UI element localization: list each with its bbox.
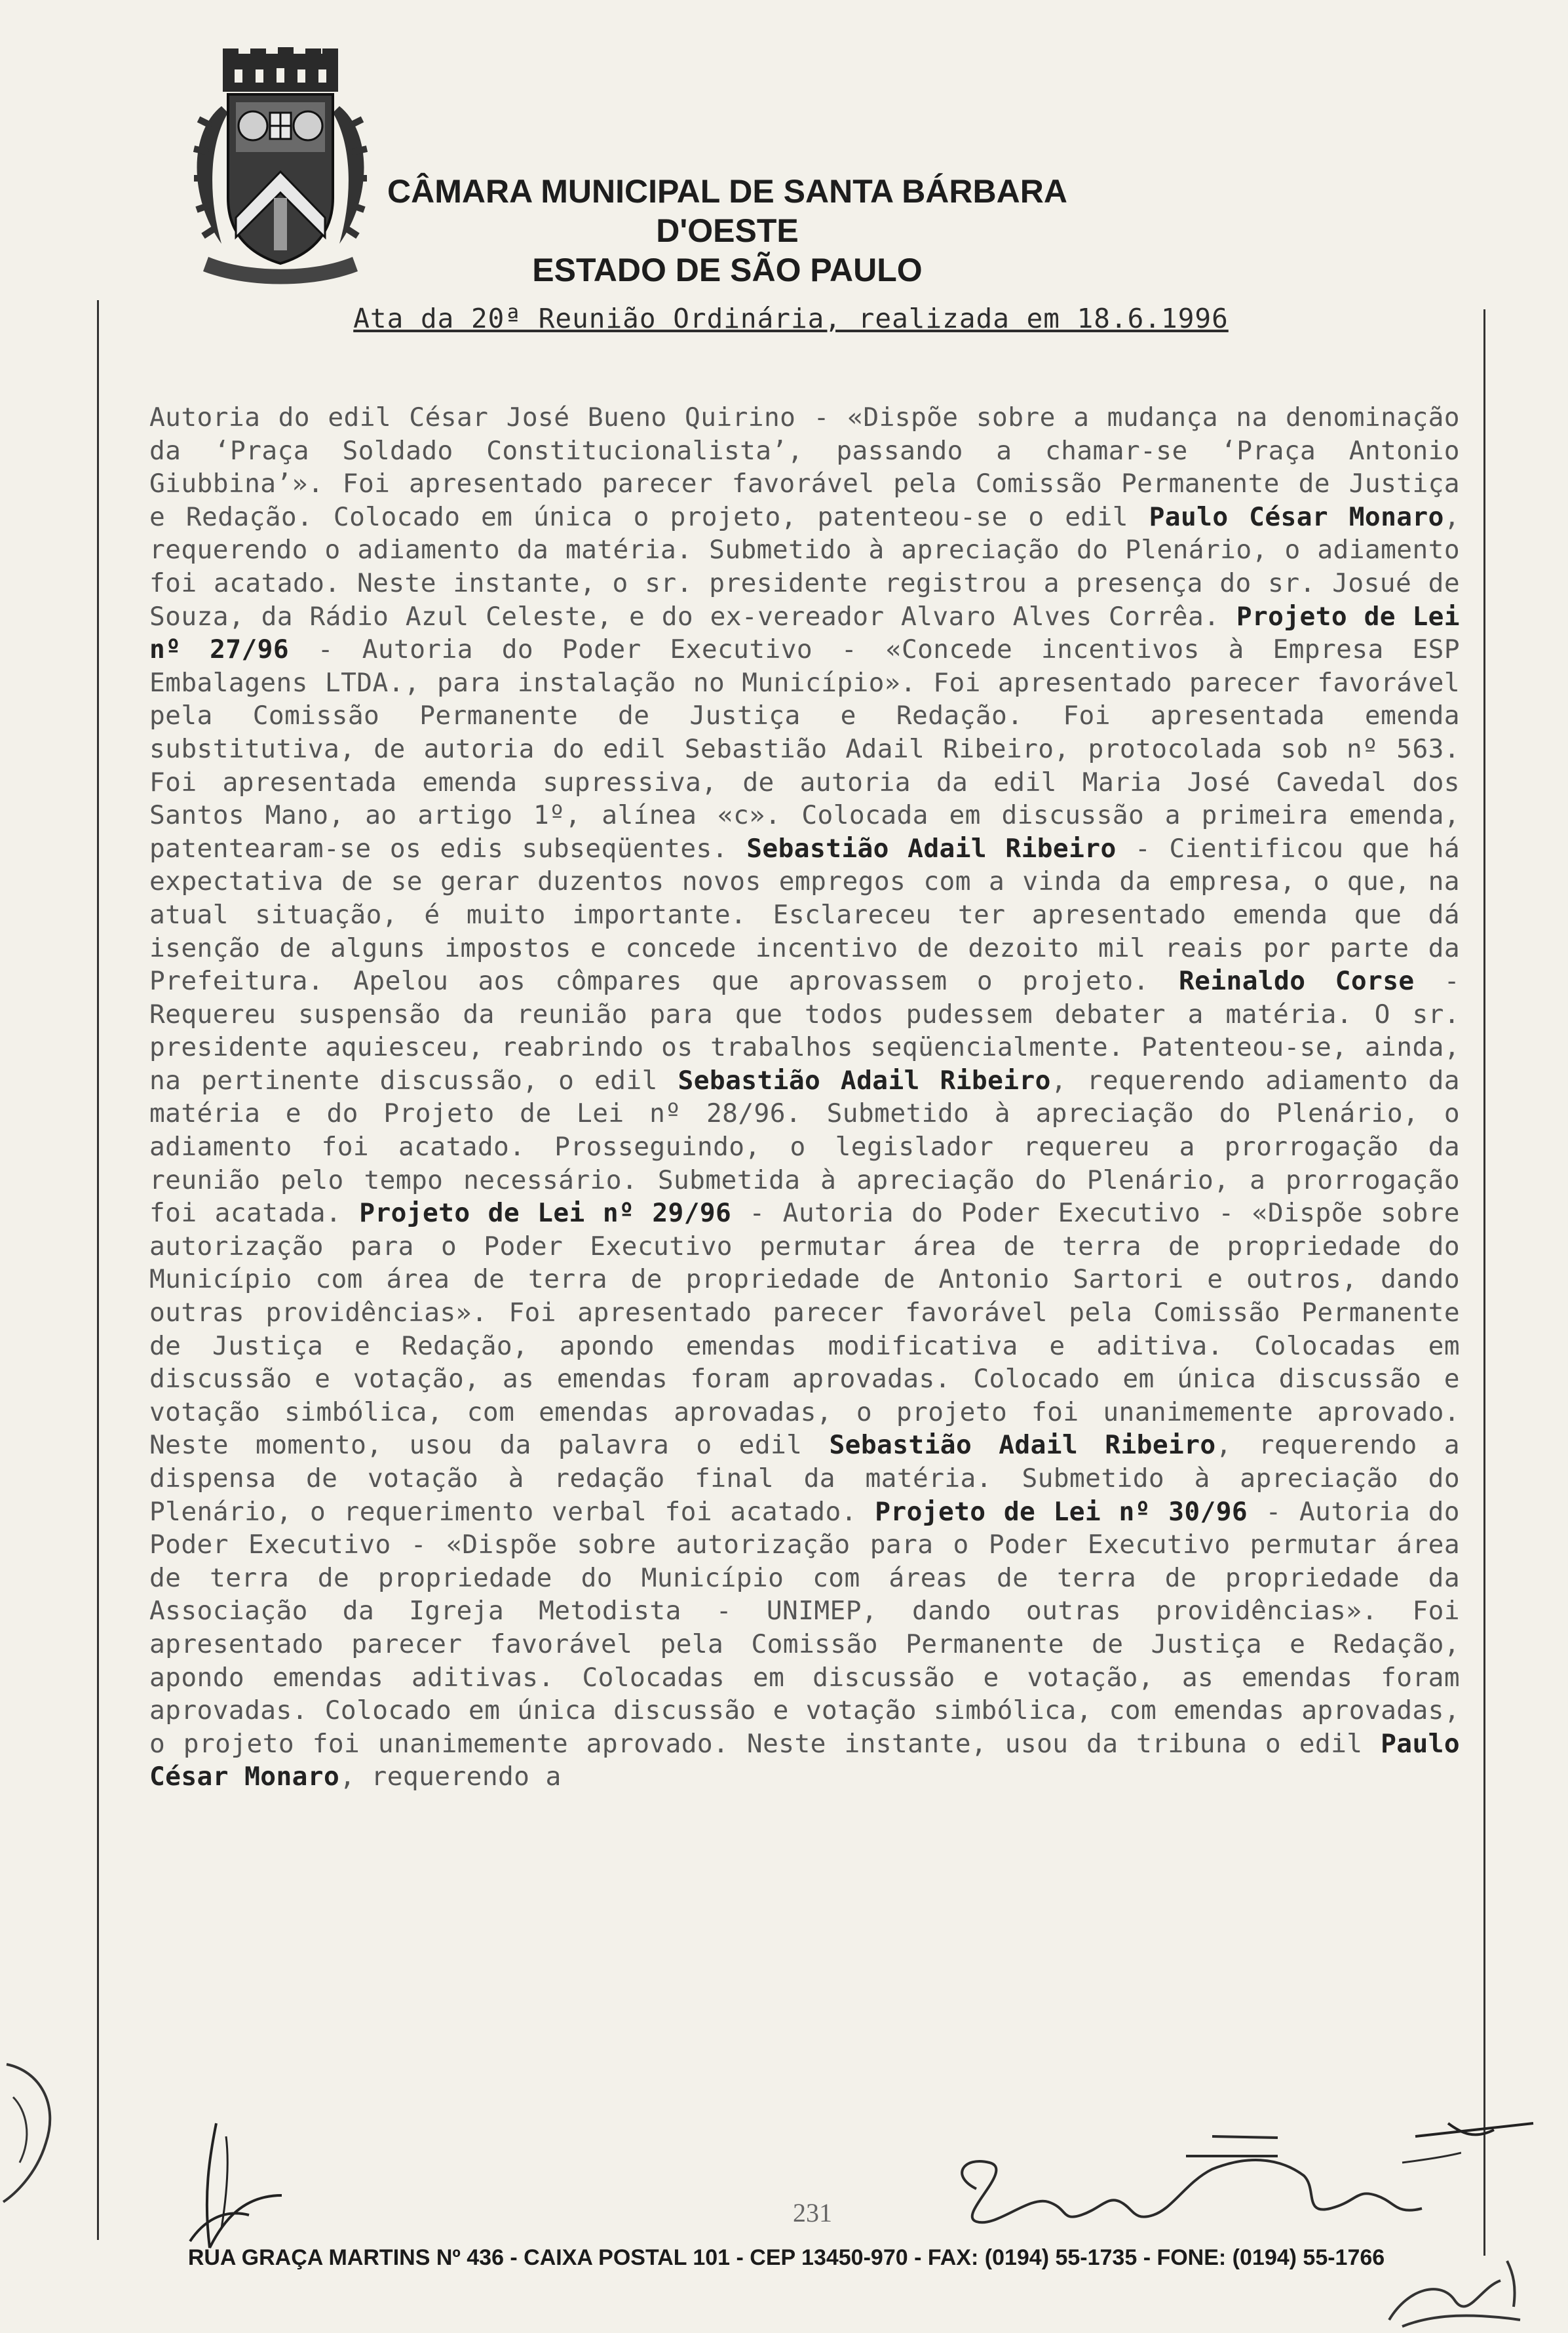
bold-segment: Reinaldo Corse [1178,966,1415,997]
state-name: ESTADO DE SÃO PAULO [532,252,923,288]
signature-bottom-right [937,2130,1461,2248]
page-number: 231 [793,2198,832,2227]
address-footer: RUA GRAÇA MARTINS Nº 436 - CAIXA POSTAL 101 - CEP 13450-970 - FAX: (0194) 55-1735 - FONE: (0194) 55-1766 [187,2245,1385,2270]
bold-segment: Sebastião Adail Ribeiro [829,1430,1216,1461]
text-segment: - Autoria do Poder Executivo - «Dispõe sobre autorização para o Poder Executivo permutar área de terra de propriedade do Município com área de terra de propriedade de Antonio Sartori e outros, dando outras providências». Foi apresentado parecer favorável pela Comissão Permanente de Justiça e Redação, apondo emendas modificativa e aditiva. Colocadas em discussão e votação, as emendas foram aprovadas. Colocado em única discussão e votação simbólica, com emendas aprovadas, o projeto foi unanimemente aprovado. Neste momento, usou da palavra o edil [149,1198,1460,1461]
signature-bottom-corner [1376,2248,1533,2333]
bold-segment: Paulo César Monaro [1149,501,1444,532]
text-segment: , requerendo a [339,1762,562,1792]
coat-of-arms-icon [182,47,379,290]
bold-segment: Projeto de Lei nº 27/96 [149,601,1460,665]
text-segment: - Autoria do Poder Executivo - «Concede incentivos à Empresa ESP Embalagens LTDA., para instalação no Município». Foi apresentado parecer favorável pela Comissão Permanente de Justiça e Redação. Foi apresentada emenda substitutiva, de autoria do edil Sebastião Adail Ribeiro, protocolada sob nº 563. Foi apresentada emenda supressiva, de autoria da edil Maria José Cavedal dos Santos Mano, ao artigo 1º, alínea «c». Colocada em discussão a primeira emenda, patentearam-se os edis subseqüentes. [149,634,1460,864]
institution-heading [367,172,1088,290]
text-segment: , requerendo o adiamento da matéria. Submetido à apreciação do Plenário, o adiamento foi acatado. Neste instante, o sr. presidente registrou a presença do sr. Josué de Souza, da Rádio Azul Celeste, e do ex-vereador Alvaro Alves Corrêa. [149,501,1460,632]
left-margin-rule [97,300,99,2240]
text-segment: Autoria do edil César José Bueno Quirino - «Dispõe sobre a mudança na denominação da ‘Praça Soldado Constitucionalista’, passando a chamar-se ‘Praça Antonio Giubbina’». Foi apresentado parecer favorável pela Comissão Permanente de Justiça e Redação. Colocado em única o projeto, patenteou-se o edil [149,402,1460,532]
text-segment: , requerendo adiamento da matéria e do Projeto de Lei nº 28/96. Submetido à apreciação do Plenário, o adiamento foi acatado. Prosseguindo, o legislador requereu a prorrogação da reunião pelo tempo necessário. Submetida à apreciação do Plenário, a prorrogação foi acatada. [149,1065,1460,1229]
minutes-title: Ata da 20ª Reunião Ordinária, realizada em 18.6.1996 [353,303,1229,334]
right-margin-rule [1483,309,1485,2256]
text-segment: - Autoria do Poder Executivo - «Dispõe sobre autorização para o Poder Executivo permutar área de terra de propriedade do Município com áreas de terra de propriedade da Associação da Igreja Metodista - UNIMEP, dando outras providências». Foi apresentado parecer favorável pela Comissão Permanente de Justiça e Redação, apondo emendas aditivas. Colocadas em discussão e votação, as emendas foram aprovadas. Colocado em única discussão e votação simbólica, com emendas aprovadas, o projeto foi unanimemente aprovado. Neste instante, usou da tribuna o edil [149,1496,1460,1759]
institution-name: CÂMARA MUNICIPAL DE SANTA BÁRBARA D'OESTE [387,173,1067,249]
bold-segment: Sebastião Adail Ribeiro [746,833,1117,864]
text-segment: , requerendo a dispensa de votação à redação final da matéria. Submetido à apreciação do Plenário, o requerimento verbal foi acatado. [149,1430,1460,1527]
signature-bottom-left [164,2117,295,2267]
bold-segment: Paulo César Monaro [149,1728,1460,1792]
text-segment: - Cientificou que há expectativa de se gerar duzentos novos empregos com a vinda da empresa, o que, na atual situação, é muito importante. Esclareceu ter apresentado emenda que dá isenção de alguns impostos e concede incentivo de dezoito mil reais por parte da Prefeitura. Apelou aos cômpares que aprovassem o projeto. [149,833,1460,997]
minutes-body [149,401,1460,1794]
signature-end-mark [1409,2110,1540,2150]
text-segment: - Requereu suspensão da reunião para que todos pudessem debater a matéria. O sr. presidente aquiesceu, reabrindo os trabalhos seqüencialmente. Patenteou-se, ainda, na pertinente discussão, o edil [149,966,1460,1096]
signature-left-margin [0,2045,72,2215]
bold-segment: Projeto de Lei nº 30/96 [875,1496,1248,1527]
bold-segment: Projeto de Lei nº 29/96 [359,1198,732,1229]
bold-segment: Sebastião Adail Ribeiro [678,1065,1051,1096]
